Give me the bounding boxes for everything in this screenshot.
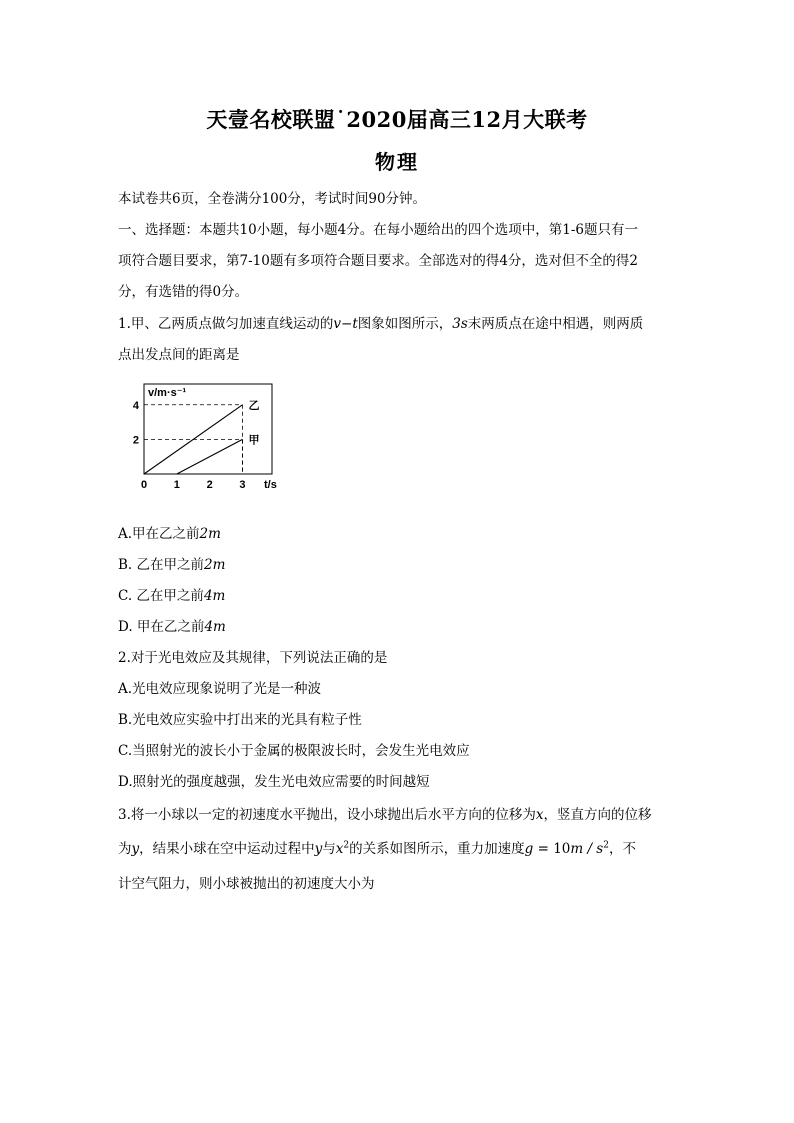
y-tick-label-1: 4 bbox=[132, 399, 139, 412]
q3-var-y: y bbox=[131, 841, 140, 857]
q3-var-x2: x bbox=[335, 841, 344, 857]
q3-var-x: x bbox=[535, 807, 544, 823]
q3-line1-b: ，竖直方向的位移 bbox=[543, 807, 652, 823]
series-label-0: 乙 bbox=[248, 399, 260, 412]
vt-chart bbox=[118, 378, 288, 493]
page-title: 天壹名校联盟˙2020届高三12月大联考 bbox=[206, 107, 588, 132]
q1-stem-b: 图象如图所示， bbox=[357, 316, 453, 332]
q1-option-a-value: 2m bbox=[199, 526, 221, 542]
q1-option-d-label: D. 甲在乙之前 bbox=[118, 619, 205, 635]
q3-unit: m / s bbox=[570, 841, 604, 857]
y-axis-label: v/m·s⁻¹ bbox=[148, 387, 187, 399]
q1-option-c[interactable] bbox=[118, 584, 225, 604]
q2-option-a[interactable]: A.光电效应现象说明了光是一种波 bbox=[118, 681, 322, 697]
q1-option-d-value: 4m bbox=[204, 619, 226, 635]
q3-line3: 计空气阻力，则小球被抛出的初速度大小为 bbox=[118, 876, 375, 892]
q1-stem-line1 bbox=[118, 312, 643, 332]
x-tick-label-2: 2 bbox=[206, 479, 213, 491]
q1-stem-c: 末两质点在途中相遇，则两质 bbox=[467, 316, 644, 332]
q3-line2 bbox=[118, 837, 636, 857]
q3-line2-e: = 10 bbox=[533, 841, 571, 857]
q1-stem-line2: 点出发点间的距离是 bbox=[118, 347, 240, 363]
q3-var-y2: y bbox=[314, 841, 323, 857]
q1-option-c-label: C. 乙在甲之前 bbox=[118, 588, 204, 604]
q1-option-b[interactable] bbox=[118, 553, 225, 573]
vt-chart-svg bbox=[118, 378, 288, 493]
y-tick-label-0: 2 bbox=[132, 434, 139, 447]
q2-option-b[interactable]: B.光电效应实验中打出来的光具有粒子性 bbox=[118, 712, 362, 728]
q1-option-b-label: B. 乙在甲之前 bbox=[118, 557, 205, 573]
q3-line2-b: ，结果小球在空中运动过程中 bbox=[139, 841, 315, 857]
x-tick-label-1: 1 bbox=[173, 479, 180, 491]
x-tick-label-3: 3 bbox=[239, 479, 246, 491]
q3-line2-f: ，不 bbox=[608, 841, 636, 857]
section1-line3: 分，有选错的得0分。 bbox=[118, 284, 249, 300]
q1-stem-math1: v−t bbox=[333, 316, 358, 332]
q1-option-d[interactable] bbox=[118, 615, 226, 635]
section1-line1: 一、选择题：本题共10小题，每小题4分。在每小题给出的四个选项中，第1-6题只有一 bbox=[118, 222, 639, 238]
q3-line2-d: 的关系如图所示，重力加速度 bbox=[349, 841, 525, 857]
q2-option-c[interactable]: C.当照射光的波长小于金属的极限波长时，会发生光电效应 bbox=[118, 743, 470, 759]
q3-unit-sup: 2 bbox=[603, 840, 609, 851]
subject-title: 物理 bbox=[375, 150, 419, 174]
q1-option-b-value: 2m bbox=[204, 557, 226, 573]
q3-line1-a: 3.将一小球以一定的初速度水平抛出，设小球抛出后水平方向的位移为 bbox=[118, 807, 536, 823]
q2-option-d[interactable]: D.照射光的强度越强，发生光电效应需要的时间越短 bbox=[118, 774, 430, 790]
q1-option-a-label: A.甲在乙之前 bbox=[118, 526, 200, 542]
q1-option-a[interactable] bbox=[118, 522, 221, 542]
section1-line2: 项符合题目要求，第7-10题有多项符合题目要求。全部选对的得4分，选对但不全的得2 bbox=[118, 253, 639, 269]
q3-line1 bbox=[118, 803, 652, 823]
intro-text: 本试卷共6页，全卷满分100分，考试时间90分钟。 bbox=[118, 191, 427, 207]
q1-stem-a: 1.甲、乙两质点做匀加速直线运动的 bbox=[118, 316, 334, 332]
q3-line2-c: 与 bbox=[322, 841, 336, 857]
x-axis-label: t/s bbox=[264, 479, 277, 491]
q1-stem-math2: 3s bbox=[452, 316, 468, 332]
q3-var-g: g bbox=[524, 841, 534, 857]
x-tick-label-0: 0 bbox=[140, 479, 148, 491]
q1-option-c-value: 4m bbox=[203, 588, 226, 604]
q3-sup-2: 2 bbox=[343, 840, 350, 851]
q2-stem: 2.对于光电效应及其规律，下列说法正确的是 bbox=[118, 650, 388, 666]
series-label-1: 甲 bbox=[248, 434, 260, 447]
q3-line2-a: 为 bbox=[118, 841, 132, 857]
